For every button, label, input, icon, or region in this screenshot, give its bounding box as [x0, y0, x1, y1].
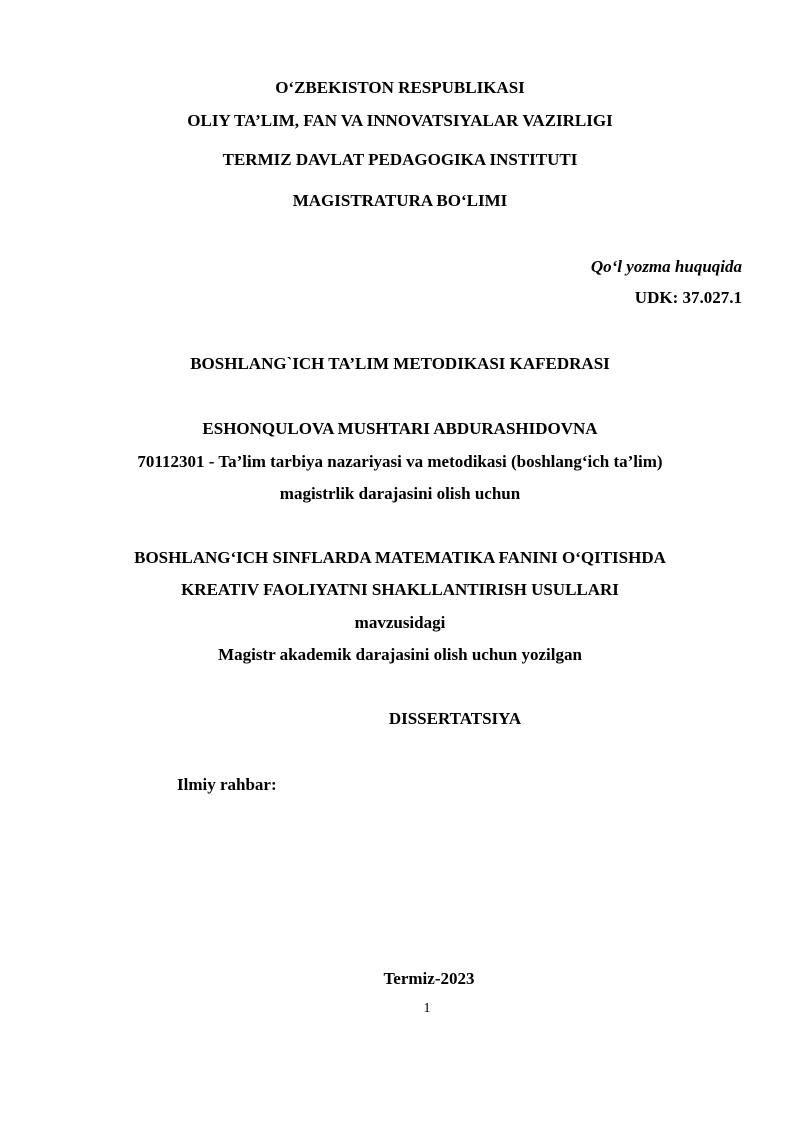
manuscript-rights-note: Qo‘l yozma huquqida: [590, 257, 742, 276]
topic-line-1: BOSHLANG‘ICH SINFLARDA MATEMATIKA FANINI O‘QITISHDA: [134, 548, 666, 567]
republic-heading: O‘ZBEKISTON RESPUBLIKASI: [275, 78, 525, 97]
topic-line-2: KREATIV FAOLIYATNI SHAKLLANTIRISH USULLARI: [181, 580, 619, 599]
page-number: 1: [423, 1001, 431, 1016]
udk-code: UDK: 37.027.1: [634, 288, 742, 307]
document-type: DISSERTATSIYA: [388, 709, 522, 728]
degree-line: magistrlik darajasini olish uchun: [279, 484, 521, 503]
topic-suffix: mavzusidagi: [354, 613, 446, 632]
supervisor-label: Ilmiy rahbar:: [177, 775, 277, 794]
institute-heading: TERMIZ DAVLAT PEDAGOGIKA INSTITUTI: [222, 150, 578, 169]
author-name: ESHONQULOVA MUSHTARI ABDURASHIDOVNA: [202, 419, 598, 438]
specialty-line: 70112301 - Ta’lim tarbiya nazariyasi va metodikasi (boshlang‘ich ta’lim): [137, 452, 663, 471]
purpose-line: Magistr akademik darajasini olish uchun yozilgan: [218, 645, 582, 664]
place-year: Termiz-2023: [383, 969, 475, 988]
department-heading: MAGISTRATURA BO‘LIMI: [292, 191, 508, 210]
chair-heading: BOSHLANG`ICH TA’LIM METODIKASI KAFEDRASI: [190, 354, 610, 373]
ministry-heading: OLIY TA’LIM, FAN VA INNOVATSIYALAR VAZIRLIGI: [187, 111, 613, 130]
